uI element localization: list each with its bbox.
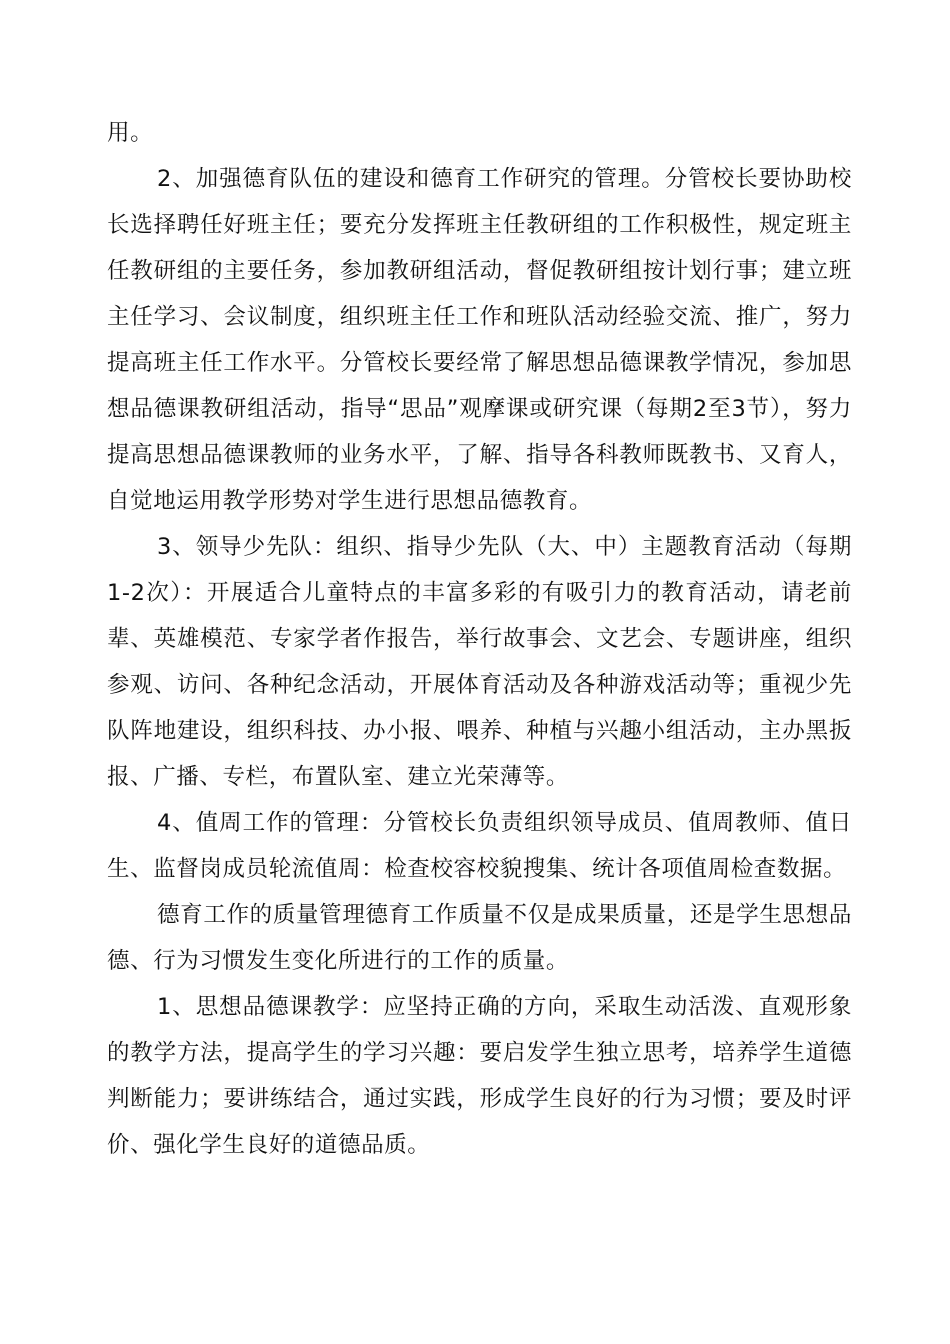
paragraph-duty-week: 4、值周工作的管理：分管校长负责组织领导成员、值周教师、值日生、监督岗成员轮流值周：检查校容校貌搜集、统计各项值周检查数据。 [107, 810, 852, 882]
paragraph-teacher-team: 2、加强德育队伍的建设和德育工作研究的管理。分管校长要协助校长选择聘任好班主任；要充分发挥班主任教研组的工作积极性，规定班主任教研组的主要任务，参加教研组活动，督促教研组按计划行事；建立班主任学习、会议制度，组织班主任工作和班队活动经验交流、推广，努力提高班主任工作水平。分管校长要经常了解思想品德课教学情况，参加思想品德课教研组活动，指导“思品”观摩课或研究课（每期2至3节），努力提高思想品德课教师的业务水平，了解、指导各科教师既教书、又育人，自觉地运用教学形势对学生进行思想品德教育。 [107, 166, 852, 514]
paragraph-continuation: 用。 [107, 120, 154, 146]
paragraph-quality-management: 德育工作的质量管理德育工作质量不仅是成果质量，还是学生思想品德、行为习惯发生变化所进行的工作的质量。 [107, 902, 852, 974]
paragraph-moral-class: 1、思想品德课教学：应坚持正确的方向，采取生动活泼、直观形象的教学方法，提高学生的学习兴趣：要启发学生独立思考，培养学生道德判断能力；要讲练结合，通过实践，形成学生良好的行为习惯；要及时评价、强化学生良好的道德品质。 [107, 994, 852, 1158]
paragraph-young-pioneers: 3、领导少先队：组织、指导少先队（大、中）主题教育活动（每期1-2次）：开展适合儿童特点的丰富多彩的有吸引力的教育活动，请老前辈、英雄模范、专家学者作报告，举行故事会、文艺会、专题讲座，组织参观、访问、各种纪念活动，开展体育活动及各种游戏活动等；重视少先队阵地建设，组织科技、办小报、喂养、种植与兴趣小组活动，主办黑扳报、广播、专栏，布置队室、建立光荣薄等。 [107, 534, 852, 790]
document-page [107, 110, 852, 1168]
